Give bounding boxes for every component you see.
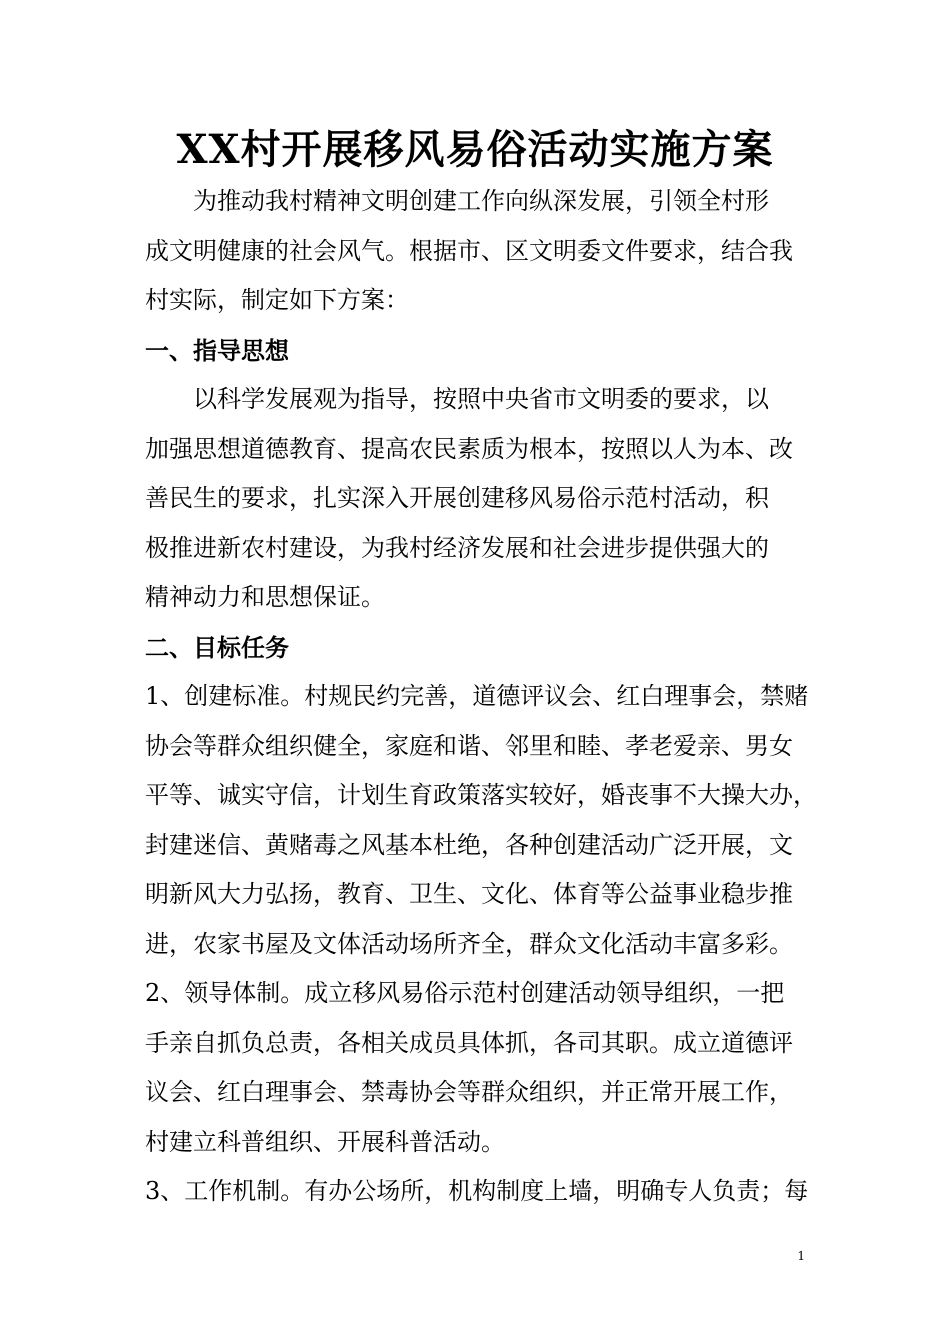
section-heading: 二、目标任务: [145, 632, 289, 662]
paragraph-line: 手亲自抓负总责，各相关成员具体抓，各司其职。成立道德评: [145, 1028, 793, 1057]
paragraph-line: 平等、诚实守信，计划生育政策落实较好，婚丧事不大操大办，: [145, 781, 817, 809]
paragraph-line: 精神动力和思想保证。: [145, 583, 385, 611]
paragraph-line: 村建立科普组织、开展科普活动。: [145, 1127, 505, 1156]
document-body: [145, 177, 815, 1217]
paragraph-line: 封建迷信、黄赌毒之风基本杜绝，各种创建活动广泛开展，文: [145, 830, 793, 859]
paragraph-line: 1、创建标准。村规民约完善，道德评议会、红白理事会，禁赌: [145, 682, 809, 710]
page-number: 1: [797, 1249, 805, 1263]
paragraph-line: 为推动我村精神文明创建工作向纵深发展，引领全村形: [193, 187, 769, 215]
paragraph-line: 2、领导体制。成立移风易俗示范村创建活动领导组织，一把: [145, 979, 785, 1007]
paragraph-line: 村实际，制定如下方案：: [145, 286, 409, 314]
section-heading: 一、指导思想: [145, 335, 289, 365]
paragraph-line: 协会等群众组织健全，家庭和谐、邻里和睦、孝老爱亲、男女: [145, 731, 793, 760]
paragraph-line: 明新风大力弘扬，教育、卫生、文化、体育等公益事业稳步推: [145, 880, 793, 908]
paragraph-line: 极推进新农村建设，为我村经济发展和社会进步提供强大的: [145, 533, 769, 562]
paragraph-line: 议会、红白理事会、禁毒协会等群众组织，并正常开展工作，: [145, 1078, 793, 1106]
paragraph-line: 成文明健康的社会风气。根据市、区文明委文件要求，结合我: [145, 236, 793, 265]
paragraph-line: 3、工作机制。有办公场所，机构制度上墙，明确专人负责；每: [145, 1177, 809, 1205]
paragraph-line: 以科学发展观为指导，按照中央省市文明委的要求，以: [193, 385, 769, 413]
paragraph-line: 善民生的要求，扎实深入开展创建移风易俗示范村活动，积: [145, 484, 769, 512]
document-title: XX村开展移风易俗活动实施方案: [176, 126, 774, 173]
paragraph-line: 加强思想道德教育、提高农民素质为根本，按照以人为本、改: [145, 434, 793, 463]
paragraph-line: 进，农家书屋及文体活动场所齐全，群众文化活动丰富多彩。: [145, 929, 793, 958]
